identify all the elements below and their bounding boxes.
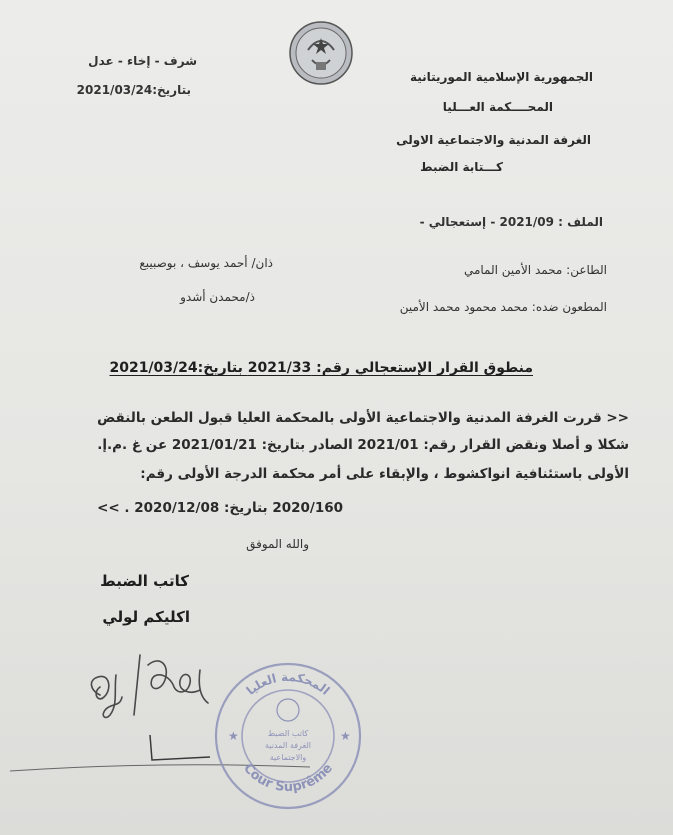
stamp-star-icon: ★ (340, 729, 351, 743)
svg-text:Cour Suprême (240, 761, 336, 795)
court-name: المحــــكمة العـــليا (442, 100, 553, 114)
decision-line-1: << قررت الغرفة المدنية والاجتماعية الأولى بالمحكمة العليا قبول الطعن بالنقض (97, 410, 629, 426)
clerk-name: اكليكم لولي (102, 608, 190, 626)
stamp-inner-3: والاجتماعية (269, 753, 307, 762)
stamp-star-icon: ★ (228, 729, 239, 743)
file-number: الملف : 2021/09 - إستعجالي - (419, 215, 603, 229)
decision-line-2: شكلا و أصلا ونقض القرار رقم: 2021/01 الصادر بتاريخ: 2021/01/21 عن غ .م.إ. (97, 437, 629, 453)
decision-line-4: 2020/160 بتاريخ: 2020/12/08 . >> (97, 500, 343, 516)
chamber-name: الغرفة المدنية والاجتماعية الاولى (396, 133, 591, 147)
registry-name: كـــتابة الضبط (420, 160, 503, 174)
appellant-lawyer: ذان/ أحمد يوسف ، بوصبيبع (139, 256, 273, 270)
decision-title: منطوق القرار الإستعجالي رقم: 2021/33 بتاريخ:2021/03/24 (109, 360, 533, 376)
respondent: المطعون ضده: محمد محمود محمد الأمين (399, 300, 607, 314)
clerk-title: كاتب الضبط (100, 572, 189, 590)
respondent-lawyer: ذ/محمدن أشدو (180, 290, 255, 304)
stamp-inner-1: كاتب الضبط (267, 729, 309, 738)
national-emblem-icon (288, 20, 354, 86)
appellant: الطاعن: محمد الأمين المامي (463, 263, 607, 277)
decision-line-3: الأولى باستئنافية انواكشوط ، والإبقاء على أمر محكمة الدرجة الأولى رقم: (140, 466, 629, 482)
stamp-arabic-arc: المحكمة العليا (243, 669, 333, 698)
svg-text:المحكمة العليا (244, 670, 333, 698)
stamp-french-arc: Cour Suprême (240, 760, 336, 796)
header-date: بتاريخ:2021/03/24 (76, 83, 191, 97)
court-stamp (208, 656, 368, 816)
closing-phrase: والله الموفق (246, 537, 309, 551)
country-name: الجمهورية الإسلامية الموريتانية (409, 70, 593, 84)
national-motto: شرف - إخاء - عدل (88, 54, 197, 68)
stamp-inner-2: الغرفة المدنية (264, 741, 312, 750)
